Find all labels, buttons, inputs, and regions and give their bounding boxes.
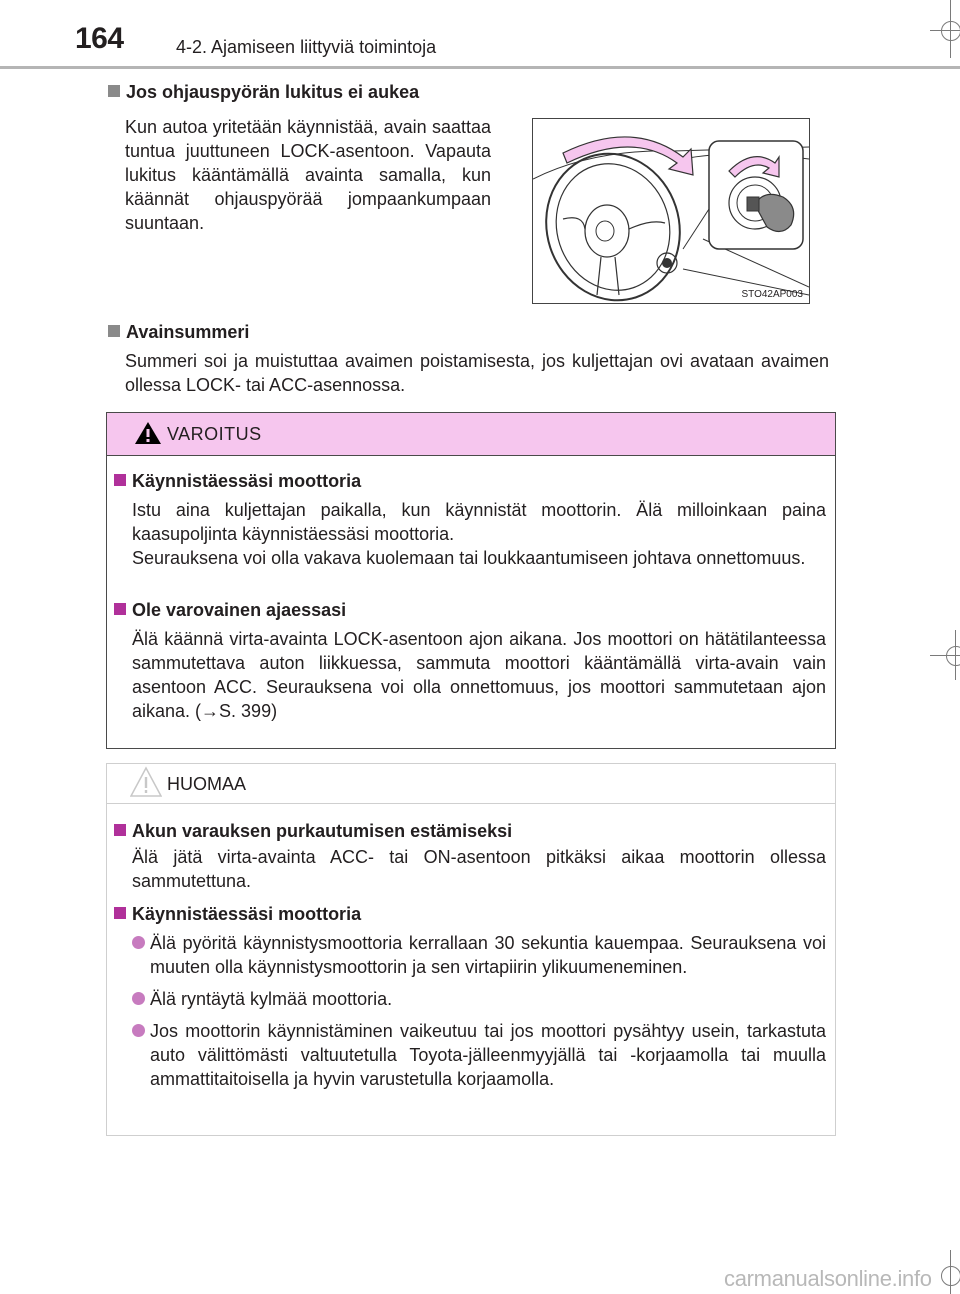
notice-bullet	[132, 931, 826, 979]
header-rule	[0, 66, 960, 69]
bullet-dot-icon	[132, 992, 145, 1005]
bullet-text: Jos moottorin käynnistäminen vaikeutuu tai jos moottori pysähtyy usein, tarkastuta auto välittömästi valtuutetulla Toyota-jälleenmyyjällä tai -korjaamolla tai muulla ammattitaitoisella ja hyvin varustetulla korjaamolla.	[150, 1021, 826, 1089]
warning-header	[107, 413, 835, 456]
caution-triangle-icon	[130, 766, 162, 798]
steering-lock-text: Kun autoa yritetään käynnistää, avain saattaa tuntua juuttuneen LOCK-asentoon. Vapauta lukitus kääntämällä avainta samalla, kun käännät ohjauspyörää jompaankumpaan suuntaan.	[125, 117, 491, 233]
section-square-icon	[114, 474, 126, 486]
steering-wheel-drawing	[533, 119, 809, 303]
crop-circle-top-right	[941, 21, 960, 41]
warning-section-driving	[114, 600, 826, 723]
crop-circle-mid-right	[946, 646, 960, 666]
notice-section-start-engine	[114, 904, 826, 1091]
warning-paragraph: Istu aina kuljettajan paikalla, kun käynnistät moottorin. Älä milloinkaan paina kaasupoljinta käynnistäessäsi moottoria.	[132, 500, 826, 544]
notice-paragraph: Älä jätä virta-avainta ACC- tai ON-asentoon pitkäksi aikaa moottorin ollessa sammutettuna.	[132, 847, 826, 891]
bullet-text: Älä pyöritä käynnistysmoottoria kerrallaan 30 sekuntia kauempaa. Seurauksena voi muuten olla käynnistysmoottorin ja sen virtapiirin ylikuumeneminen.	[150, 933, 826, 977]
page-number: 164	[75, 22, 124, 55]
section-title-steering-lock	[108, 82, 419, 103]
section-title-text: Jos ohjauspyörän lukitus ei aukea	[126, 82, 420, 102]
section-square-icon	[108, 85, 120, 97]
warning-label: VAROITUS	[167, 424, 262, 444]
section-square-icon	[108, 325, 120, 337]
section-square-icon	[114, 603, 126, 615]
chapter-title: 4-2. Ajamiseen liittyviä toimintoja	[176, 37, 437, 57]
warning-section-start-engine	[114, 471, 826, 570]
notice-bullet	[132, 987, 826, 1011]
notice-section-title: Akun varauksen purkautumisen estämiseksi	[132, 821, 513, 841]
notice-section-battery	[114, 821, 826, 893]
section-title-text: Avainsummeri	[126, 322, 250, 342]
warning-box	[106, 412, 836, 749]
notice-header	[107, 764, 835, 804]
notice-section-title: Käynnistäessäsi moottoria	[132, 904, 362, 924]
figure-code: STO42AP003	[741, 289, 803, 300]
notice-label: HUOMAA	[167, 774, 247, 794]
warning-triangle-icon	[134, 421, 162, 445]
warning-section-title: Ole varovainen ajaessasi	[132, 600, 347, 620]
warning-paragraph: Älä käännä virta-avainta LOCK-asentoon ajon aikana. Jos moottori on hätätilanteessa sammutettava auton liikkuessa, sammuta moottori kääntämällä virta-avain vain asentoon ACC. Seurauksena voi olla onnettomuus, jos moottori sammutetaan ajon aikana. (→S. 399)	[132, 629, 826, 721]
section-square-icon	[114, 907, 126, 919]
bullet-text: Älä ryntäytä kylmää moottoria.	[150, 989, 393, 1009]
warning-paragraph: Seurauksena voi olla vakava kuolemaan tai loukkaantumiseen johtava onnettomuus.	[132, 548, 806, 568]
section-title-key-buzzer	[108, 322, 249, 343]
watermark[interactable]: carmanualsonline.info	[724, 1266, 932, 1291]
section-square-icon	[114, 824, 126, 836]
crop-circle-bottom-right	[941, 1266, 960, 1286]
warning-section-title: Käynnistäessäsi moottoria	[132, 471, 362, 491]
key-buzzer-text: Summeri soi ja muistuttaa avaimen poistamisesta, jos kuljettajan ovi avataan avaimen ollessa LOCK- tai ACC-asennossa.	[125, 351, 829, 395]
notice-bullet	[132, 1019, 826, 1091]
steering-wheel-key-illustration	[532, 118, 810, 304]
bullet-dot-icon	[132, 936, 145, 949]
bullet-dot-icon	[132, 1024, 145, 1037]
page-header	[0, 0, 960, 70]
notice-box	[106, 763, 836, 1136]
